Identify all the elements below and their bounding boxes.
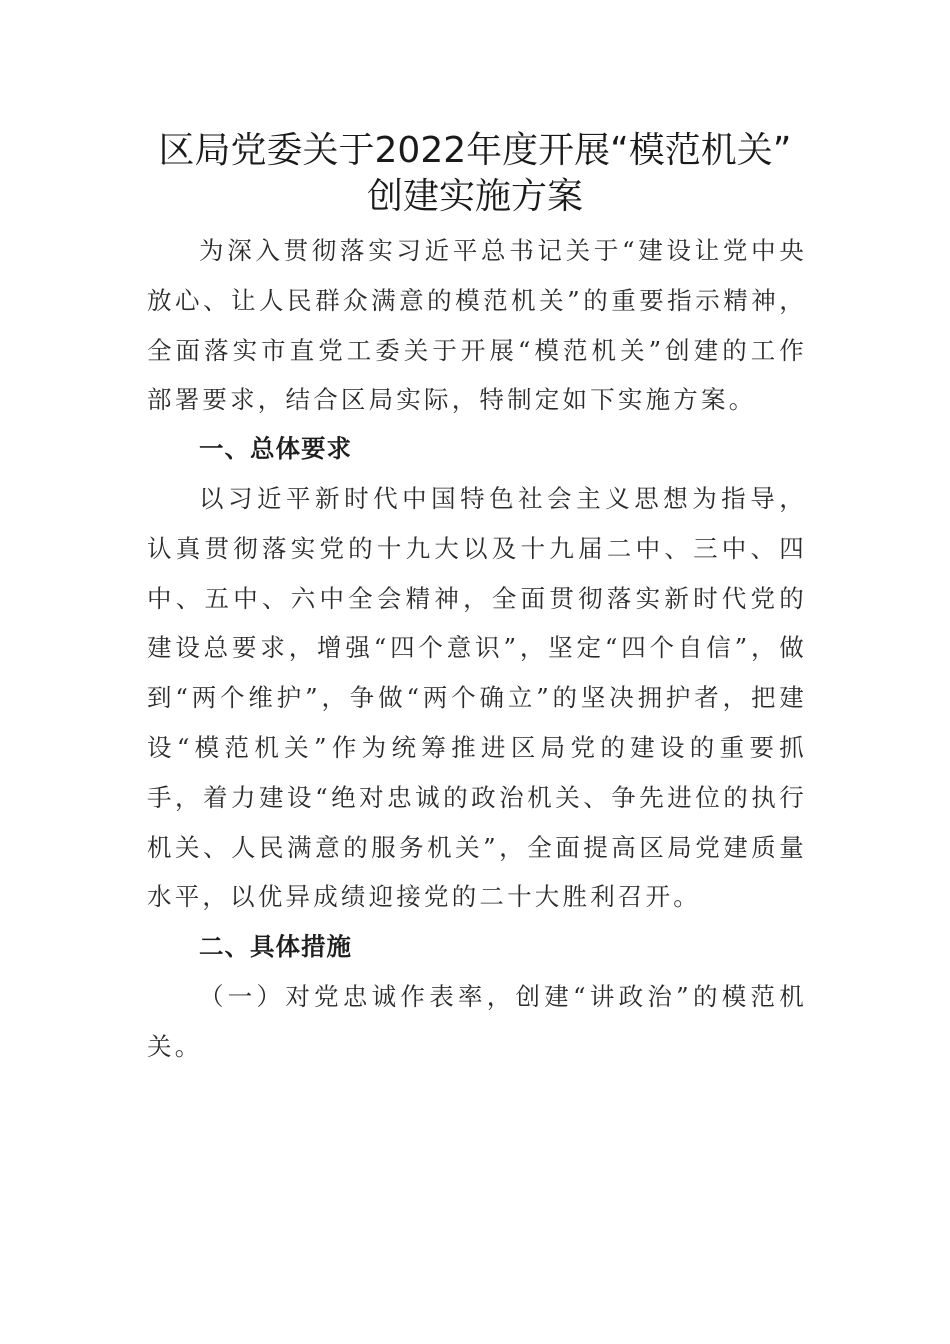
- document-title: [120, 128, 830, 220]
- section-heading-specific-measures: 二、具体措施: [199, 932, 352, 961]
- overall-requirements-paragraph: 以习近平新时代中国特色社会主义思想为指导，认真贯彻落实党的十九大以及十九届二中、三中、四中、五中、六中全会精神，全面贯彻落实新时代党的建设总要求，增强“四个意识”，坚定“四个自信”，做到“两个维护”，争做“两个确立”的坚决拥护者，把建设“模范机关”作为统筹推进区局党的建设的重要抓手，着力建设“绝对忠诚的政治机关、争先进位的执行机关、人民满意的服务机关”，全面提高区局党建质量水平，以优异成绩迎接党的二十大胜利召开。: [147, 484, 807, 912]
- title-line-2: 创建实施方案: [366, 176, 583, 217]
- title-line-1: 区局党委关于2022年度开展“模范机关”: [158, 130, 792, 171]
- section-heading-overall-requirements: 一、总体要求: [199, 434, 352, 463]
- subsection-1-paragraph: （一）对党忠诚作表率，创建“讲政治”的模范机关。: [147, 982, 807, 1061]
- intro-paragraph: 为深入贯彻落实习近平总书记关于“建设让党中央放心、让人民群众满意的模范机关”的重要指示精神，全面落实市直党工委关于开展“模范机关”创建的工作部署要求，结合区局实际，特制定如下实施方案。: [147, 236, 807, 415]
